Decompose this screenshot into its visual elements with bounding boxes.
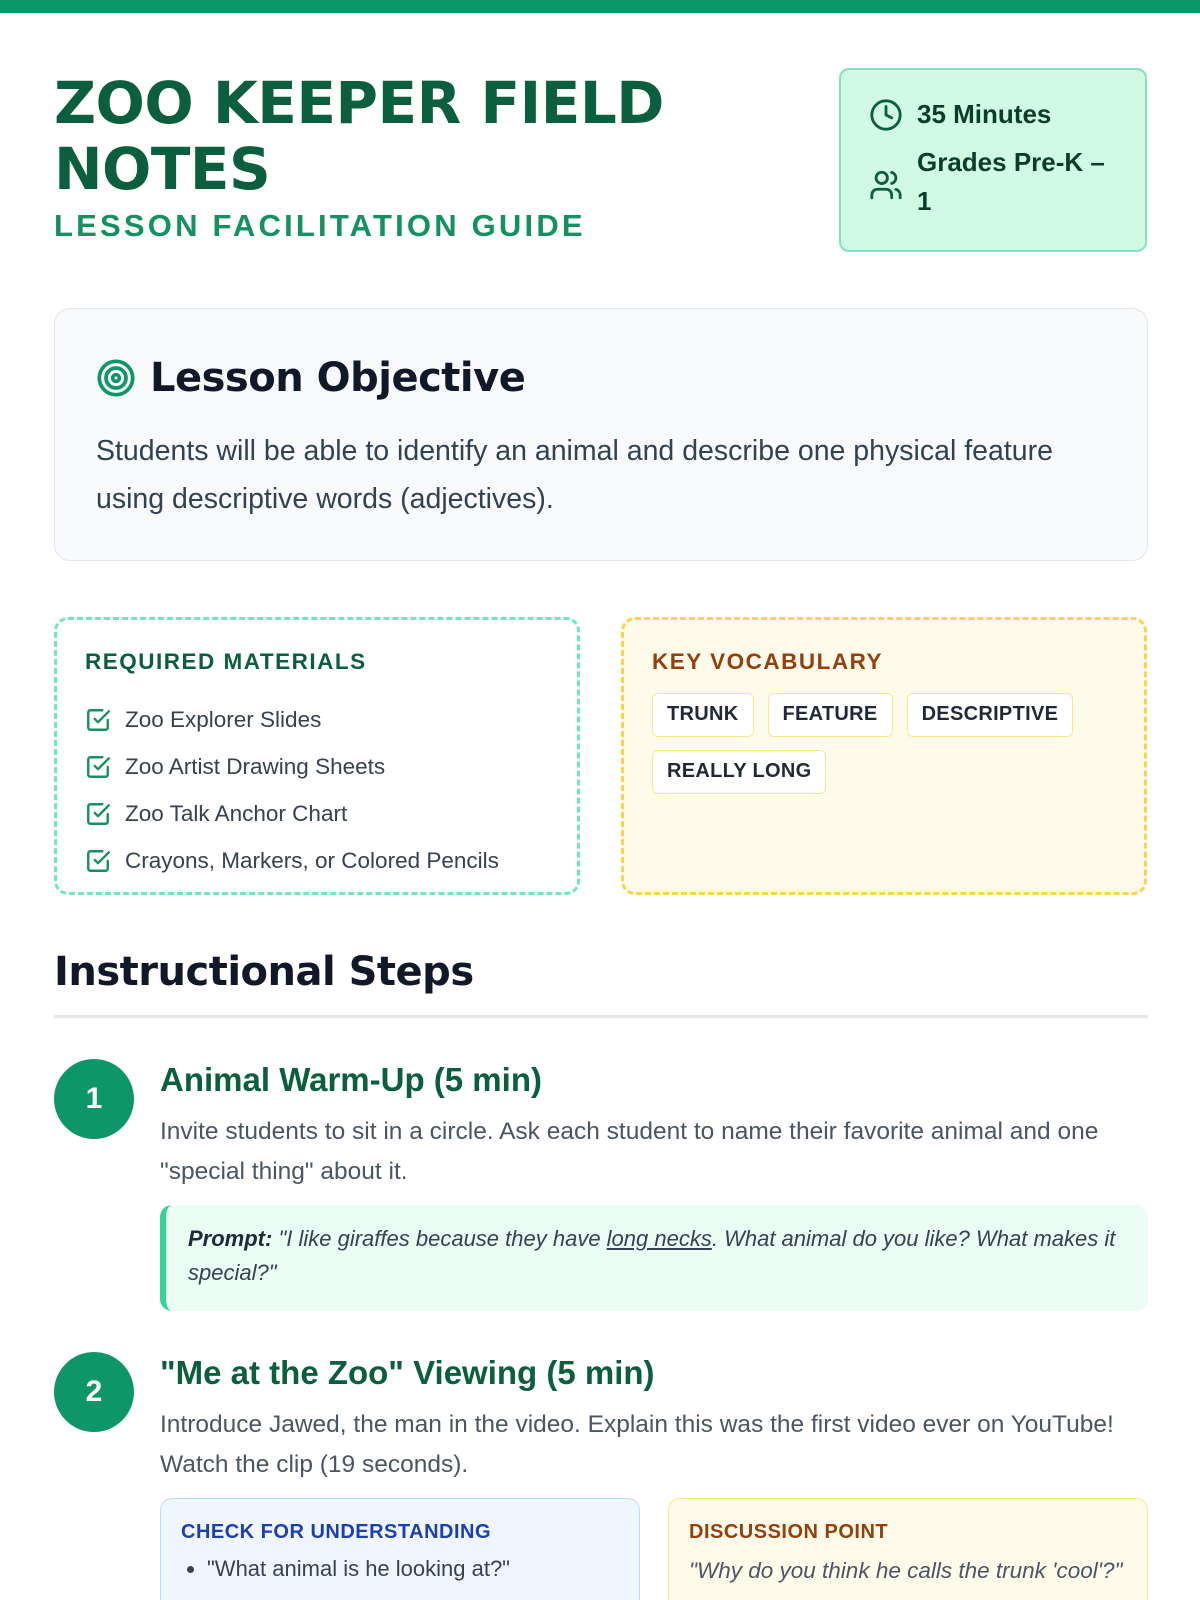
- material-label: Zoo Artist Drawing Sheets: [125, 753, 386, 779]
- discussion-quote: "Why do you think he calls the trunk 'cool'?": [689, 1558, 1123, 1583]
- objective-heading-row: [96, 355, 525, 401]
- checkbox-icon: [85, 707, 111, 733]
- prompt-text-end: . What animal do you like? What makes it special?": [188, 1226, 1116, 1285]
- target-icon: [96, 358, 136, 398]
- vocabulary-chips: [652, 693, 1112, 807]
- step-title: "Me at the Zoo" Viewing (5 min): [160, 1354, 655, 1391]
- key-vocabulary-box: [621, 617, 1147, 895]
- vocab-chip: REALLY LONG: [652, 750, 826, 794]
- teacher-prompt-callout: [160, 1205, 1148, 1311]
- vocab-chip: DESCRIPTIVE: [907, 693, 1074, 737]
- list-item: [85, 696, 499, 743]
- duration-text: 35 Minutes: [917, 99, 1052, 129]
- grades-row: [869, 143, 1117, 221]
- materials-heading: REQUIRED MATERIALS: [85, 649, 367, 674]
- discussion-point-card: [668, 1498, 1148, 1600]
- vocab-chip: FEATURE: [768, 693, 893, 737]
- objective-text: Students will be able to identify an animal and describe one physical feature using descriptive words (adjectives).: [96, 435, 1053, 515]
- prompt-underlined-text: long necks: [606, 1226, 712, 1251]
- top-accent-bar: [0, 0, 1200, 13]
- step-description: Introduce Jawed, the man in the video. Explain this was the first video ever on YouTube! Watch the clip (19 seconds).: [160, 1411, 1114, 1478]
- list-item: [85, 790, 499, 837]
- vocabulary-heading: KEY VOCABULARY: [652, 649, 884, 674]
- material-label: Crayons, Markers, or Colored Pencils: [125, 847, 499, 873]
- check-for-understanding-card: [160, 1498, 640, 1600]
- list-item: [85, 743, 499, 790]
- material-label: Zoo Talk Anchor Chart: [125, 800, 348, 826]
- step-number-badge: 2: [54, 1352, 134, 1432]
- page-subtitle: LESSON FACILITATION GUIDE: [54, 208, 586, 243]
- step-number-badge: 1: [54, 1059, 134, 1139]
- lesson-header: [54, 66, 1148, 256]
- list-item: [85, 837, 499, 884]
- page-title: ZOO KEEPER FIELD NOTES: [54, 69, 664, 203]
- objective-heading: Lesson Objective: [150, 355, 526, 401]
- checkbox-icon: [85, 801, 111, 827]
- checkbox-icon: [85, 754, 111, 780]
- step-description: Invite students to sit in a circle. Ask each student to name their favorite animal and one "special thing" about it.: [160, 1118, 1099, 1185]
- list-item: • "What animal is he looking at?": [207, 1556, 619, 1582]
- duration-row: [869, 98, 1051, 134]
- check-heading: CHECK FOR UNDERSTANDING: [181, 1521, 492, 1543]
- material-label: Zoo Explorer Slides: [125, 706, 322, 732]
- materials-list: [85, 696, 499, 884]
- prompt-text-start: "I like giraffes because they have: [278, 1226, 607, 1251]
- lesson-objective-card: [54, 308, 1148, 561]
- grades-text: Grades Pre-K – 1: [917, 147, 1105, 216]
- vocab-chip: TRUNK: [652, 693, 754, 737]
- clock-icon: [869, 98, 903, 132]
- required-materials-box: [54, 617, 580, 895]
- users-icon: [869, 168, 903, 202]
- prompt-label: Prompt:: [188, 1226, 273, 1251]
- lesson-meta-card: [839, 68, 1147, 252]
- discussion-heading: DISCUSSION POINT: [689, 1521, 889, 1543]
- checkbox-icon: [85, 848, 111, 874]
- steps-divider: [54, 1015, 1148, 1018]
- check-questions-list: [181, 1556, 619, 1582]
- steps-heading: Instructional Steps: [54, 949, 474, 995]
- step-title: Animal Warm-Up (5 min): [160, 1061, 542, 1098]
